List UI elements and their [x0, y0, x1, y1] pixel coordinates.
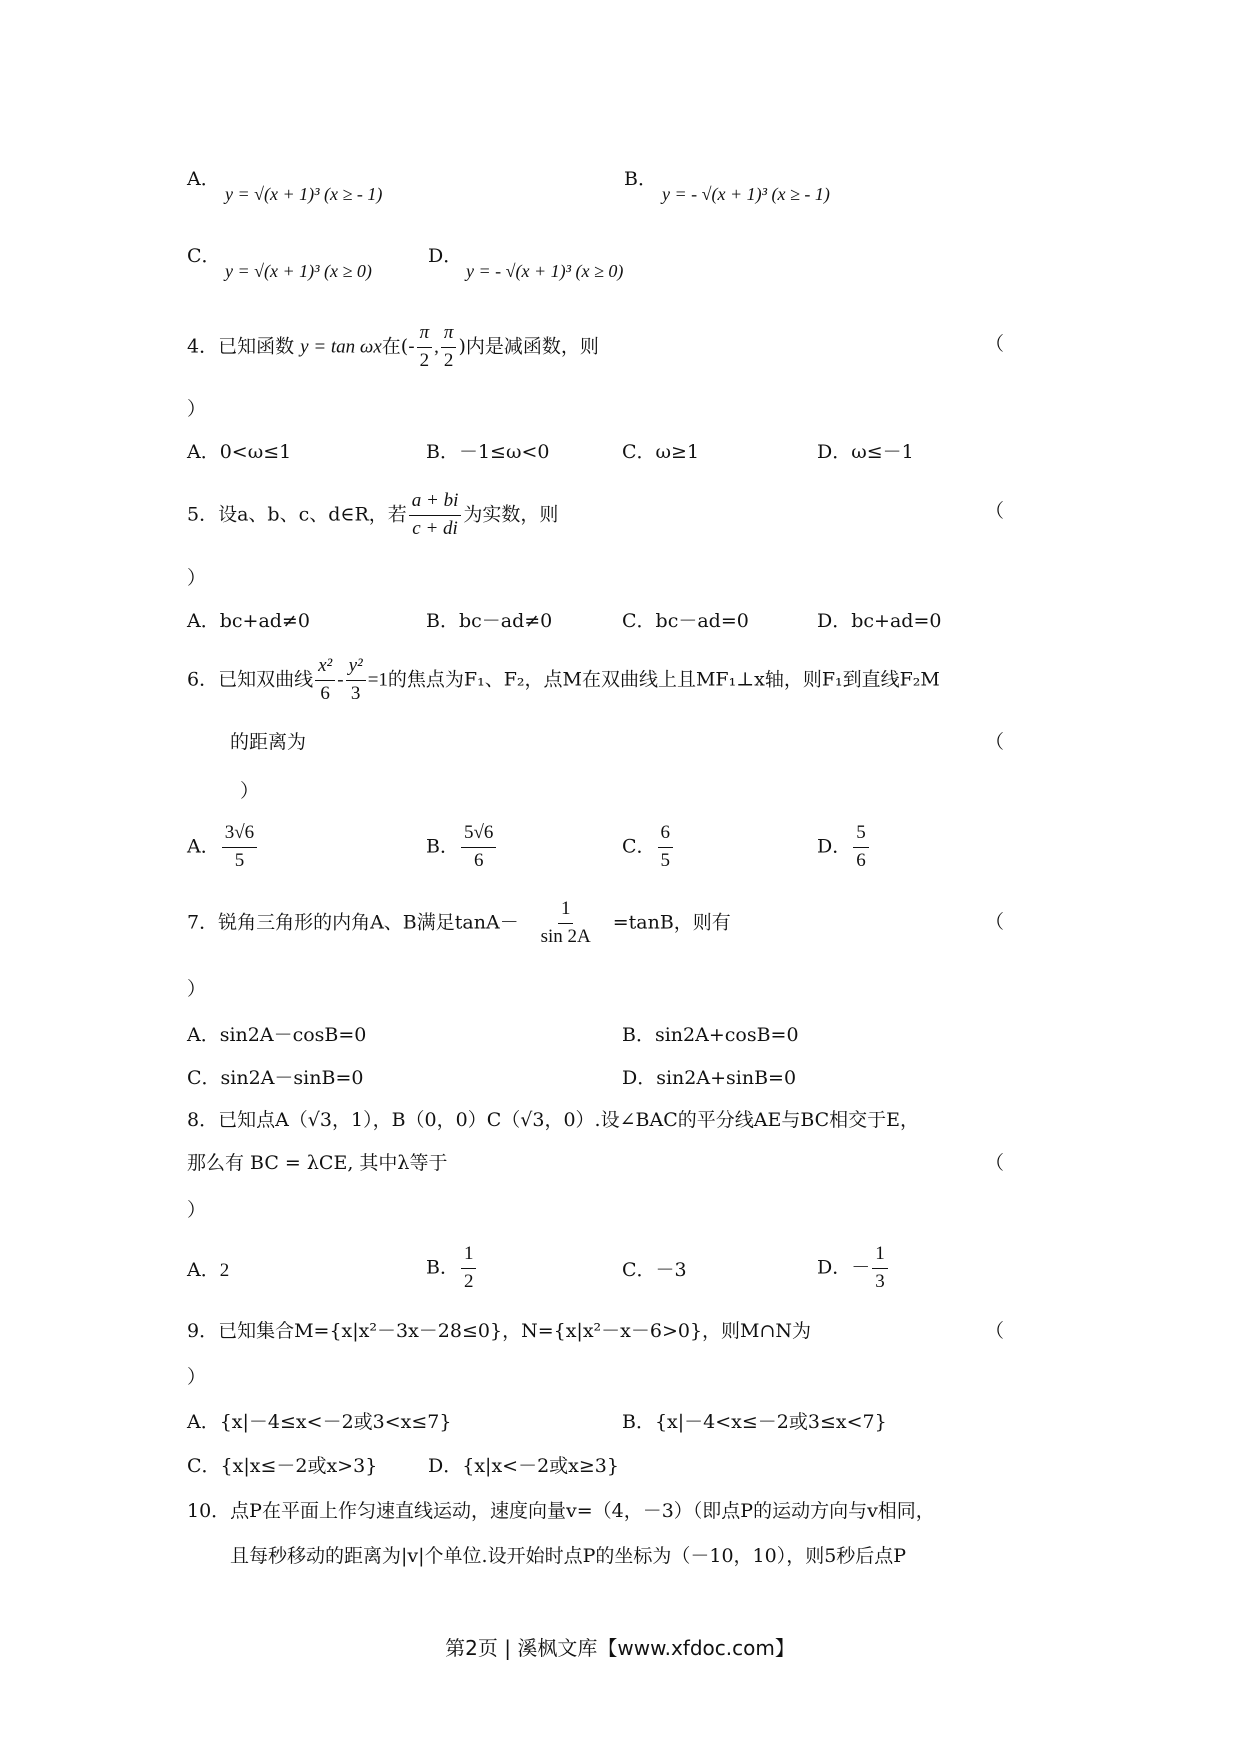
- q6-option-d: D． $\frac{5}{6}$: [817, 822, 871, 873]
- q7-option-d: D．sin2A+sinB=0: [622, 1067, 797, 1089]
- q5-frac: $\frac{a + bi}{c + di}$: [409, 490, 462, 541]
- q7-option-b: B．sin2A+cosB=0: [622, 1024, 799, 1046]
- q8-option-d: D．－ $\frac{1}{3}$: [817, 1243, 890, 1294]
- q4-option-d: D．ω≤－1: [817, 441, 914, 463]
- q8-option-b: B． $\frac{1}{2}$: [426, 1243, 478, 1294]
- q7-stem: [187, 898, 731, 949]
- q4-frac-2: $\frac{\pi}{2}$: [441, 322, 457, 373]
- q8-line-1: 8．已知点A（√3，1），B（0，0）C（√3，0）.设∠BAC的平分线AE与BC相交于E，: [187, 1109, 920, 1131]
- q5-paren-open: （: [985, 500, 1005, 522]
- q4-tail: )内是减函数，则: [458, 335, 599, 358]
- q9-option-a: A．{x|－4≤x<－2或3<x≤7}: [187, 1411, 452, 1433]
- q6-paren-open: （: [985, 731, 1005, 753]
- q6-frac-x: $\frac{\text{x²}}{6}$: [315, 655, 335, 706]
- q5-option-d: D．bc+ad=0: [817, 610, 942, 632]
- q3-option-a-label: A．: [187, 168, 220, 190]
- q8-line-2: 那么有 BC = λCE, 其中λ等于: [187, 1152, 448, 1174]
- q6-tail: 的焦点为F₁、F₂，点M在双曲线上且MF₁⊥x轴，则F₁到直线F₂M: [387, 668, 940, 691]
- q8-option-c: C．－3: [622, 1259, 687, 1281]
- q9-paren-close: ）: [187, 1366, 207, 1388]
- q7-option-c: C．sin2A－sinB=0: [187, 1067, 364, 1089]
- q9-option-c: C．{x|x≤－2或x>3}: [187, 1455, 378, 1477]
- q9-option-b: B．{x|－4<x≤－2或3≤x<7}: [622, 1411, 887, 1433]
- q9-line-1: 9．已知集合M={x|x²－3x－28≤0}，N={x|x²－x－6>0}，则M∩N为: [187, 1320, 812, 1342]
- q3-option-a-expr: y = √(x + 1)³ (x ≥ - 1): [225, 184, 383, 204]
- q5-lead: 5．设a、b、c、d∈R，若: [187, 503, 407, 526]
- q7-tail: =tanB，则有: [612, 911, 731, 934]
- q5-option-a: A．bc+ad≠0: [187, 610, 310, 632]
- q3-option-c-expr: y = √(x + 1)³ (x ≥ 0): [225, 261, 372, 281]
- q6-option-b: B． $\frac{5√6}{6}$: [426, 822, 498, 873]
- q5-tail: 为实数，则: [463, 503, 559, 526]
- q4-option-c: C．ω≥1: [622, 441, 700, 463]
- q5-stem: [187, 490, 558, 541]
- q4-option-b: B．－1≤ω<0: [426, 441, 550, 463]
- q4-stem: 4．已知函数 y = tan ωx在(- $\frac{\pi}{2}$ , $\frac{\pi}{2}$ )内是减函数，则: [187, 322, 599, 371]
- q5-option-b: B．bc－ad≠0: [426, 610, 553, 632]
- q8-paren-close: ）: [187, 1199, 207, 1221]
- q8-option-a: A．2: [187, 1259, 230, 1281]
- q6-line-2: 的距离为: [230, 731, 307, 753]
- q7-lead: 7．锐角三角形的内角A、B满足tanA－: [187, 911, 519, 934]
- q3-option-d-expr: y = - √(x + 1)³ (x ≥ 0): [466, 261, 624, 281]
- q7-frac: $\frac{1}{\sin 2A}$: [540, 898, 591, 947]
- q3-option-b-label: B．: [624, 168, 657, 190]
- q8-paren-open: （: [985, 1152, 1005, 1174]
- q7-paren-open: （: [985, 911, 1005, 933]
- q4-option-a: A．0<ω≤1: [187, 441, 292, 463]
- q6-paren-close: ）: [240, 780, 260, 802]
- q4-formula: y = tan ωx: [300, 336, 382, 358]
- q6-frac-y: $\frac{\text{y²}}{3}$: [346, 655, 366, 706]
- q4-paren-close: ）: [187, 398, 207, 420]
- q4-mid: 在(-: [381, 335, 415, 358]
- q4-lead: 4．已知函数: [187, 335, 295, 358]
- page-footer: 第2页 | 溪枫文库【www.xfdoc.com】: [445, 1636, 795, 1660]
- q9-paren-open: （: [985, 1320, 1005, 1342]
- q7-option-a: A．sin2A－cosB=0: [187, 1024, 367, 1046]
- q9-option-d: D．{x|x<－2或x≥3}: [428, 1455, 619, 1477]
- q4-paren-open: （: [985, 333, 1005, 355]
- q5-paren-close: ）: [187, 567, 207, 589]
- q10-line-1: 10．点P在平面上作匀速直线运动，速度向量v=（4，－3）（即点P的运动方向与v相同，: [187, 1500, 935, 1522]
- q6-stem: 6．已知双曲线 $\frac{\text{x²}}{6}$ - $\frac{\text{y²}}{3}$ =1的焦点为F₁、F₂，点M在双曲线上且MF₁⊥x轴，则F₁到直线F₂M: [187, 655, 940, 704]
- q5-option-c: C．bc－ad=0: [622, 610, 749, 632]
- q10-line-2: 且每秒移动的距离为|v|个单位.设开始时点P的坐标为（－10，10），则5秒后点P: [230, 1545, 907, 1567]
- q7-paren-close: ）: [187, 978, 207, 1000]
- q6-option-a: A． $\frac{3√6}{5}$: [187, 822, 259, 873]
- q3-option-d-label: D．: [428, 245, 463, 267]
- q3-option-b-expr: y = - √(x + 1)³ (x ≥ - 1): [662, 184, 830, 204]
- q3-option-c-label: C．: [187, 245, 221, 267]
- q6-option-c: C． $\frac{6}{5}$: [622, 822, 675, 873]
- q6-lead: 6．已知双曲线: [187, 668, 314, 691]
- q4-frac-1: $\frac{\pi}{2}$: [417, 322, 433, 373]
